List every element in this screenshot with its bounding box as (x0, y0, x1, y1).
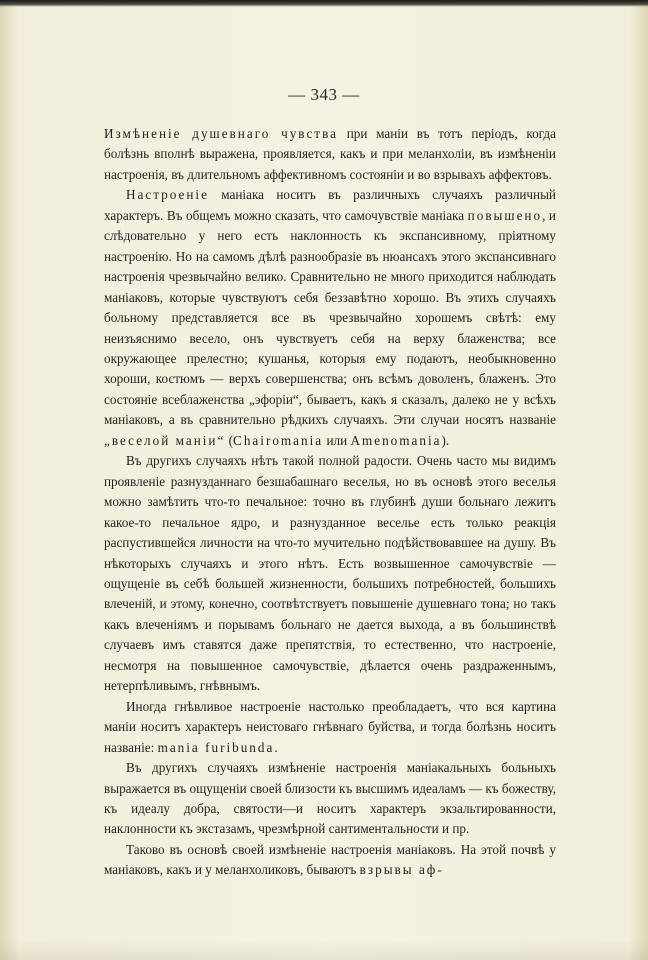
text-run: Въ другихъ случаяхъ измѣненіе настроенія маніакальныхъ больныхъ выражается въ ощущеніи своей близости къ высшимъ идеаламъ — къ божеству, къ идеалу добра, святости—и носитъ характеръ экзальтированности, наклонности къ экстазамъ, чрезмѣрной сантиментальности и пр. (104, 760, 556, 837)
paragraph (104, 840, 556, 881)
text-run: , и слѣдовательно у него есть наклонность къ экспансивному, пріятному настроенію. Но на самомъ дѣлѣ разнообразіе въ нюансахъ этого экспансивнаго настроенія чрезвычайно велико. Сравнительно не много приходится наблюдать маніаковъ, которые чувствуютъ себя беззавѣтно хорошо. Въ этихъ случаяхъ больному представляется все въ чрезвычайно хорошемъ свѣтѣ: ему неизъяснимо весело, онъ чувствуетъ себя на верху блаженства; все окружающее прелестно; кушанья, которыя ему подаютъ, необыкновенно хороши, костюмъ — верхъ совершенства; онъ всѣмъ доволенъ, блаженъ. Это состояніе всеблаженства „эфоріи“, бываетъ, какъ я сказалъ, далеко не у всѣхъ маніаковъ, а въ сравнительно рѣдкихъ случаяхъ. Эти случаи носятъ названіе (104, 207, 556, 428)
body-text (104, 124, 556, 881)
paragraph (104, 758, 556, 840)
spaced-emphasis-text: взрывы аф- (359, 862, 444, 878)
text-run: ). (441, 432, 450, 448)
page-bottom-shadow (0, 940, 648, 960)
page-top-edge (0, 0, 648, 7)
paragraph (104, 697, 556, 758)
paragraph (104, 124, 556, 185)
spaced-emphasis-text: „веселой маніи“ (104, 432, 226, 448)
spaced-emphasis-text: Настроеніе (126, 187, 209, 203)
text-run: Въ другихъ случаяхъ нѣтъ такой полной радости. Очень часто мы видимъ проявленіе разнузданнаго безшабашнаго веселья, но въ основѣ этого веселья можно замѣтить что-то печальное: точно въ глубинѣ души больнаго лежитъ какое-то печальное ядро, и разнузданное веселье есть только реакція распустившейся личности на что-то мучительно подѣйствовавшее на душу. Въ нѣкоторыхъ случаяхъ и этого нѣтъ. Есть возвышенное самочувствіе — ощущеніе въ себѣ большей жизненности, большихъ потребностей, большихъ влеченій, и этому, конечно, соотвѣтствуетъ повышеніе душевнаго тона; но такъ какъ влеченіямъ и порывамъ больнаго не дается выхода, а въ большинствѣ случаевъ имъ ставятся даже препятствія, то естественно, что настроеніе, несмотря на повышенное самочувствіе, дѣлается очень раздраженнымъ, нетерпѣливымъ, гнѣвнымъ. (104, 453, 556, 694)
spaced-emphasis-text: Chairomania (233, 432, 324, 448)
text-run: при маніи въ тотъ періодъ, когда болѣзнь вполнѣ выражена, проявляется, какъ и при меланхоліи, въ измѣненіи настроенія, въ длительномъ аффективномъ состояніи и во взрывахъ аффектовъ. (104, 126, 556, 182)
spaced-emphasis-text: Amenomania (350, 432, 442, 448)
text-run: маніака носитъ въ различныхъ случаяхъ различный характеръ. Въ общемъ можно сказать, что самочувствіе маніака (104, 187, 556, 223)
text-run: или (323, 432, 351, 448)
text-run: Таково въ основѣ своей измѣненіе настроенія маніаковъ. На этой почвѣ у маніаковъ, какъ и у меланхоликовъ, бываютъ (104, 841, 556, 878)
spaced-emphasis-text: повышено (467, 207, 543, 223)
paragraph (104, 451, 556, 696)
page-number: — 343 — (288, 85, 360, 104)
text-run: Иногда гнѣвливое настроеніе настолько преобладаетъ, что вся картина маніи носитъ характеръ неистоваго гнѣвнаго буйства, и тогда болѣзнь носитъ названіе: (104, 698, 556, 755)
spaced-emphasis-text: Измѣненіе душевнаго чувства (104, 126, 338, 141)
paragraph (104, 185, 556, 451)
text-run: ( (225, 432, 234, 448)
text-run: . (274, 739, 278, 755)
spaced-emphasis-text: mania furibunda (157, 739, 275, 755)
